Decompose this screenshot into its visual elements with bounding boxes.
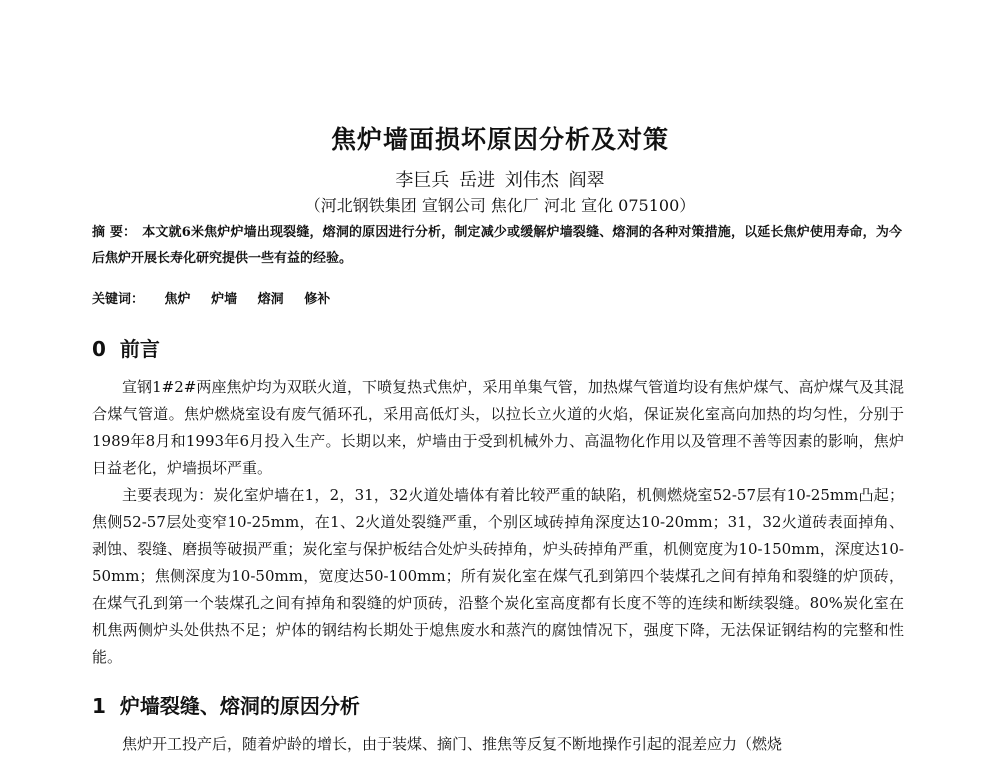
keyword-item: 修补 <box>304 292 331 307</box>
section-heading-1 <box>92 690 360 719</box>
section-title: 炉墙裂缝、熔洞的原因分析 <box>119 694 360 718</box>
keyword-item: 熔洞 <box>257 292 284 307</box>
paper-title: 焦炉墙面损坏原因分析及对策 <box>330 125 669 154</box>
abstract <box>92 220 902 272</box>
intro-paragraph-2: 主要表现为：炭化室炉墙在1，2，31，32火道处墙体有着比较严重的缺陷，机侧燃烧室52-57层有10-25mm凸起；焦侧52-57层处变窄10-25mm，在1、2火道处裂缝严重，个别区域砖掉角深度达10-20mm；31，32火道砖表面掉角、剥蚀、裂缝、磨损等破损严重；炭化室与保护板结合处炉头砖掉角，炉头砖掉角严重，机侧宽度为10-150mm，深度达10-50mm；焦侧深度为10-50mm，宽度达50-100mm；所有炭化室在煤气孔到第四个装煤孔之间有掉角和裂缝的炉顶砖，在煤气孔到第一个装煤孔之间有掉角和裂缝的炉顶砖，沿整个炭化室高度都有长度不等的连续和断续裂缝。80%炭化室在机焦两侧炉头处供热不足；炉体的钢结构长期处于熄焦废水和蒸汽的腐蚀情况下，强度下降，无法保证钢结构的完整和性能。 <box>92 486 904 666</box>
section1-paragraph-1: 焦炉开工投产后，随着炉龄的增长，由于装煤、摘门、推焦等反复不断地操作引起的混差应力（燃烧 <box>122 735 783 753</box>
keywords <box>92 288 902 307</box>
keywords-label: 关键词： <box>92 292 145 307</box>
intro-paragraph-1: 宣钢1#2#两座焦炉均为双联火道，下喷复热式焦炉，采用单集气管，加热煤气管道均设有焦炉煤气、高炉煤气及其混合煤气管道。焦炉燃烧室设有废气循环孔，采用高低灯头，以拉长立火道的火焰，保证炭化室高向加热的均匀性，分别于1989年8月和1993年6月投入生产。长期以来，炉墙由于受到机械外力、高温物化作用以及管理不善等因素的影响，焦炉日益老化，炉墙损坏严重。 <box>92 378 904 477</box>
keyword-item: 炉墙 <box>211 292 238 307</box>
keyword-item: 焦炉 <box>164 292 191 307</box>
abstract-text: 本文就6米焦炉炉墙出现裂缝，熔洞的原因进行分析，制定减少或缓解炉墙裂缝、熔洞的各种对策措施，以延长焦炉使用寿命，为今后焦炉开展长寿化研究提供一些有益的经验。 <box>92 225 903 266</box>
author-list: 李巨兵 岳进 刘伟杰 阎翠 <box>395 170 605 191</box>
section-heading-0 <box>92 333 160 362</box>
section-title: 前言 <box>119 337 160 361</box>
affiliation: （河北钢铁集团 宣钢公司 焦化厂 河北 宣化 075100） <box>304 196 696 215</box>
section-number: 1 <box>92 694 106 718</box>
abstract-label: 摘 要： <box>92 225 137 240</box>
section-number: 0 <box>92 337 106 361</box>
